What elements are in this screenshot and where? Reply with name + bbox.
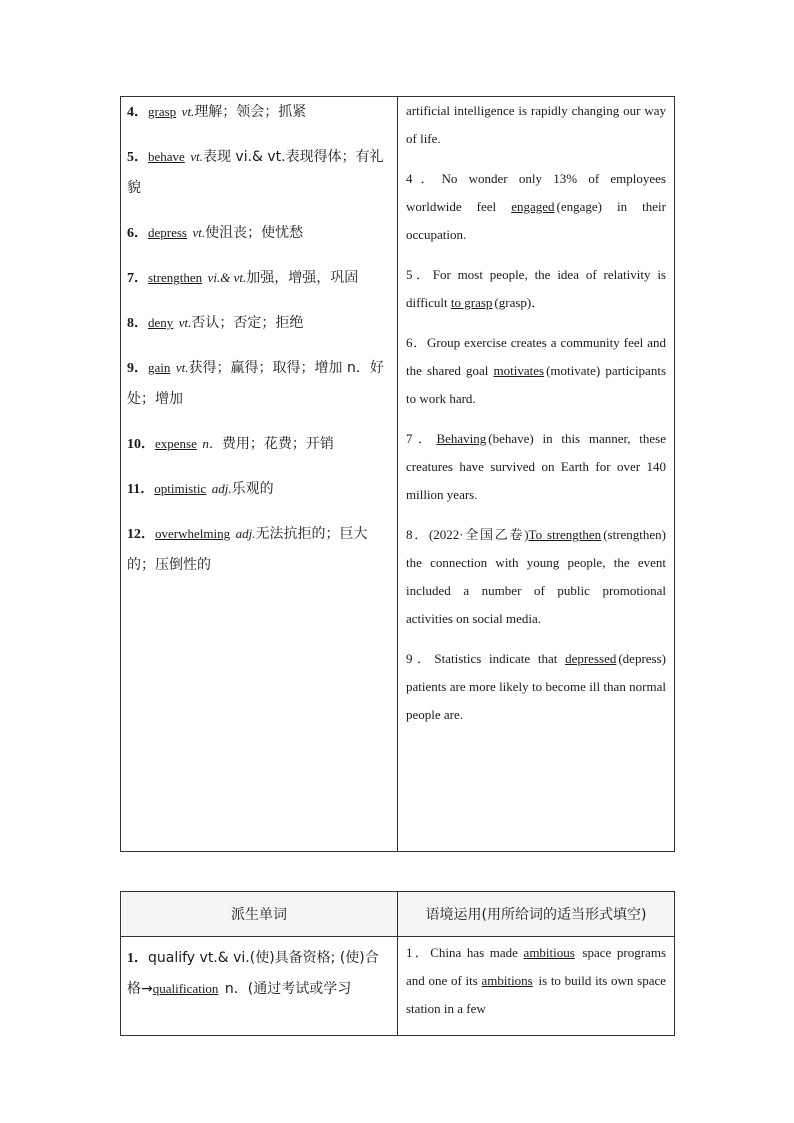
sentence-pre: 1．China has made [406, 945, 524, 960]
vocab-list [121, 97, 397, 581]
vocab-table-1 [120, 96, 675, 852]
vocab-number: 12． [127, 527, 155, 542]
sentence-item [398, 425, 674, 509]
sentence-pre: 8．(2022·全国乙卷) [406, 527, 529, 542]
vocab-word: strengthen [148, 270, 203, 285]
vocab-item [121, 474, 397, 505]
vocab-list-cell [121, 97, 398, 852]
vocab-pos: vt. [181, 104, 195, 119]
vocab-number: 9． [127, 361, 148, 376]
sentence-pre: artificial intelligence is rapidly changing our way of life. [406, 103, 666, 146]
sentence-post: (strengthen) the connection with young people, the event included a number of public promotional activities on social media. [406, 527, 666, 626]
context-sentence [398, 939, 674, 1023]
sentence-pre: 6．Group exercise creates a community feel and the shared goal [406, 335, 666, 378]
vocab-item [121, 353, 397, 415]
sentence-pre: 4．No wonder only 13% of employees worldwide feel [406, 171, 666, 214]
vocab-meaning: 使沮丧；使忧愁 [205, 225, 304, 241]
sentence-answer [441, 131, 443, 146]
vocab-number: 4． [127, 105, 148, 120]
sentence-answer: engaged [511, 199, 555, 214]
vocab-item [121, 218, 397, 249]
sentence-answer: to grasp [450, 295, 493, 310]
sentence-post: (engage) in their occupation. [406, 199, 666, 242]
vocab-item [121, 263, 397, 294]
sentence-item [398, 521, 674, 633]
vocab-item [121, 308, 397, 339]
sentence-post: (motivate) participants to work hard. [406, 363, 666, 406]
vocab-item [121, 142, 397, 204]
vocab-meaning: 加强，增强，巩固 [246, 270, 359, 286]
vocab-word: grasp [148, 104, 177, 119]
sentence-item [398, 97, 674, 153]
vocab-pos: vi.& vt. [207, 270, 247, 285]
vocab-number: 5． [127, 150, 148, 165]
context-sentence-cell [398, 937, 675, 1036]
vocab-word: depress [148, 225, 187, 240]
sentence-item [398, 165, 674, 249]
vocab-word: optimistic [154, 481, 207, 496]
vocab-pos: vt. [190, 149, 203, 164]
sentence-list [398, 97, 674, 729]
item-pre: qualify vt.& vi.(使)具备资格; (使)合格→ [127, 950, 379, 997]
sentence-mid: space programs and one of its [406, 945, 666, 988]
sentence-pre: 9．Statistics indicate that [406, 651, 566, 666]
sentence-cell [398, 97, 675, 852]
vocab-number: 11． [127, 482, 155, 497]
header-context-use: 语境运用(用所给词的适当形式填空) [398, 892, 675, 937]
vocab-meaning: 表现 vi.& vt.表现得体；有礼貌 [127, 149, 384, 196]
sentence-post: (behave) in this manner, these creatures have survived on Earth for over 140 million years. [406, 431, 666, 502]
vocab-number: 10． [127, 437, 155, 452]
vocab-meaning: 获得；赢得；取得；增加 n．好处；增加 [127, 360, 384, 407]
vocab-meaning: 费用；花费；开销 [221, 436, 334, 452]
vocab-number: 7． [127, 271, 148, 286]
sentence-item [398, 329, 674, 413]
vocab-word: gain [148, 360, 171, 375]
sentence-pre: 5．For most people, the idea of relativity is difficult [406, 267, 666, 310]
vocab-pos: vt. [192, 225, 206, 240]
vocab-number: 8． [127, 316, 148, 331]
vocab-word: deny [148, 315, 174, 330]
sentence-item [398, 645, 674, 729]
vocab-item [121, 519, 397, 581]
sentence-answer: motivates [493, 363, 545, 378]
vocab-meaning: 乐观的 [231, 481, 274, 497]
sentence-answer: To strengthen [528, 527, 602, 542]
vocab-pos: vt. [178, 315, 192, 330]
sentence-post: is to build its own space station in a few [406, 973, 667, 1016]
sentence-item [398, 261, 674, 317]
vocab-meaning: 理解；领会；抓紧 [194, 104, 307, 120]
derived-word-item [121, 943, 397, 1005]
vocab-meaning: 否认；否定；拒绝 [191, 315, 304, 331]
vocab-item [121, 97, 397, 128]
vocab-item [121, 429, 397, 460]
vocab-table-2 [120, 891, 675, 1036]
vocab-pos: vt. [175, 360, 189, 375]
header-derived-words: 派生单词 [121, 892, 398, 937]
vocab-pos: adj. [211, 481, 232, 496]
item-number: 1． [127, 951, 148, 966]
vocab-word: behave [148, 149, 185, 164]
vocab-number: 6． [127, 226, 148, 241]
item-answer: qualification [152, 981, 219, 996]
vocab-meaning: 无法抗拒的；巨大的；压倒性的 [127, 526, 368, 573]
vocab-word: overwhelming [155, 526, 231, 541]
sentence-answer-2: ambitions [481, 973, 533, 988]
vocab-pos: n． [202, 436, 222, 451]
vocab-word: expense [155, 436, 197, 451]
item-post: n．(通过考试或学习 [220, 981, 352, 997]
sentence-answer: depressed [565, 651, 617, 666]
vocab-pos: adj. [235, 526, 256, 541]
sentence-answer: Behaving [436, 431, 487, 446]
sentence-answer-1: ambitious [523, 945, 575, 960]
derived-word-cell [121, 937, 398, 1036]
sentence-post: (grasp)． [494, 295, 545, 310]
sentence-post: (depress) patients are more likely to become ill than normal people are. [406, 651, 666, 722]
sentence-pre: 7． [406, 431, 437, 446]
